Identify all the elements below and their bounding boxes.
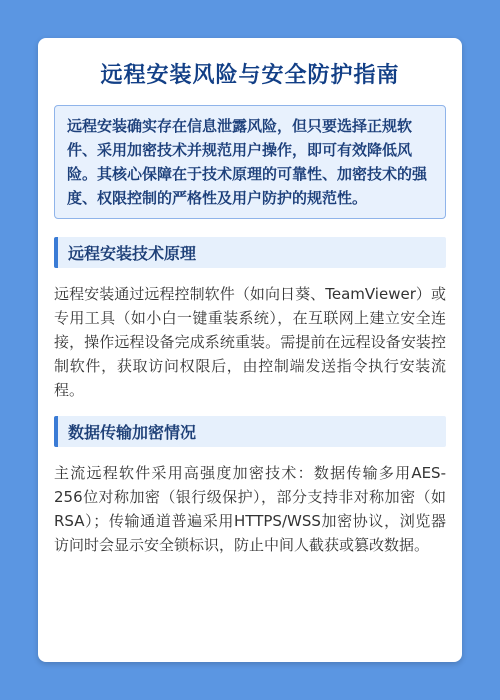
- section-heading-encryption: 数据传输加密情况: [54, 416, 446, 447]
- guide-card: [38, 38, 462, 662]
- page-title: 远程安装风险与安全防护指南: [100, 63, 400, 88]
- summary-text: 远程安装确实存在信息泄露风险，但只要选择正规软件、采用加密技术并规范用户操作，即可有效降低风险。其核心保障在于技术原理的可靠性、加密技术的强度、权限控制的严格性及用户防护的规范性。: [67, 117, 428, 207]
- section-heading-principle: 远程安装技术原理: [54, 237, 446, 268]
- section-body-principle: 远程安装通过远程控制软件（如向日葵、TeamViewer）或专用工具（如小白一键重装系统），在互联网上建立安全连接，操作远程设备完成系统重装。需提前在远程设备安装控制软件，获取访问权限后，由控制端发送指令执行安装流程。: [54, 285, 446, 399]
- section-body-encryption: 主流远程软件采用高强度加密技术：数据传输多用AES-256位对称加密（银行级保护），部分支持非对称加密（如RSA）；传输通道普遍采用HTTPS/WSS加密协议，浏览器访问时会显示安全锁标识，防止中间人截获或篡改数据。: [54, 464, 446, 554]
- summary-box: [54, 105, 446, 219]
